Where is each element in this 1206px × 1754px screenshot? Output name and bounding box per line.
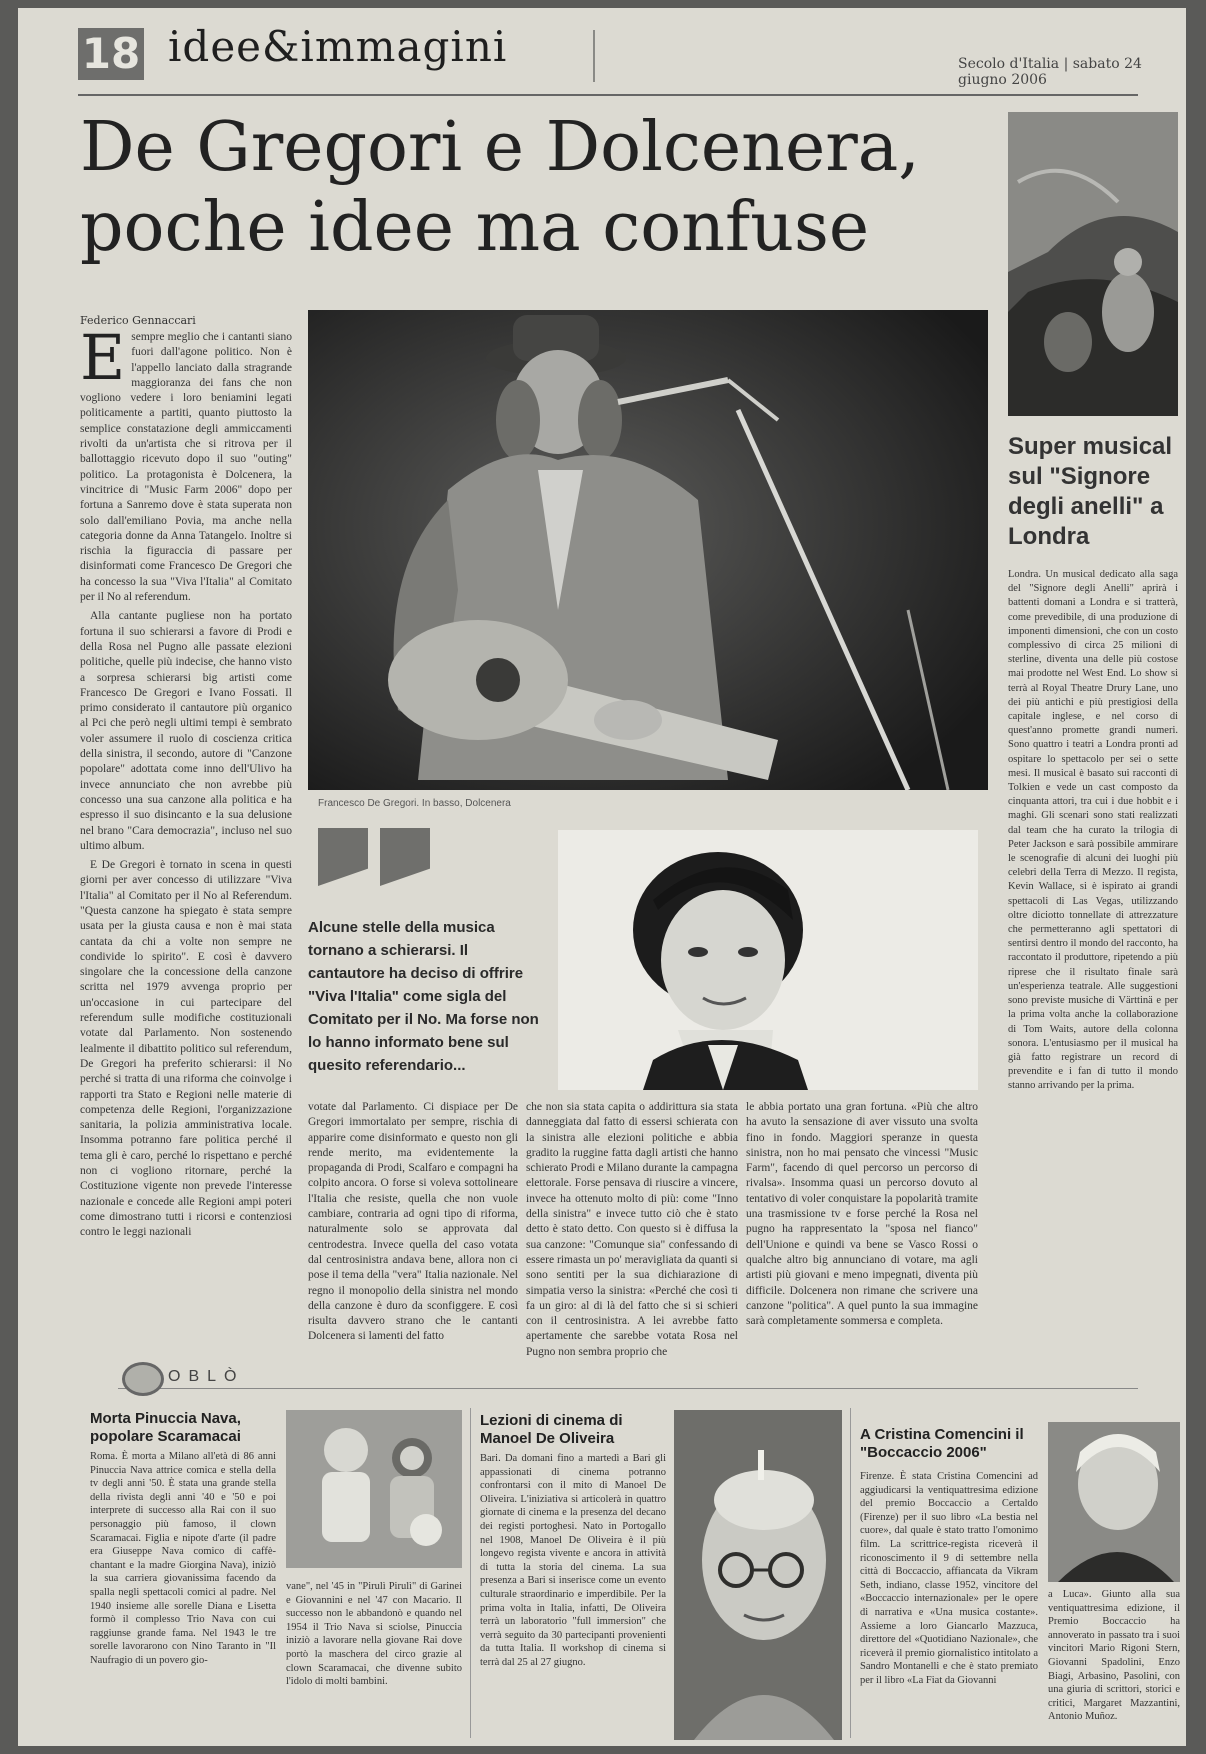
- porthole-icon: [122, 1362, 164, 1396]
- oblo-section-label: OBLÒ: [168, 1368, 245, 1385]
- section-title: idee&immagini: [168, 22, 508, 71]
- photo-cristina-comencini: [1048, 1422, 1180, 1582]
- concert-photo-image: [308, 310, 988, 790]
- article-paragraph: Alla cantante pugliese non ha portato fortuna il suo schierarsi a favore di Prodi e della Rosa nel Pugno alle passate elezioni politiche, quelle più indecise, che hanno visto a sorpresa schierarsi big artisti come Francesco De Gregori e Ivano Fossati. Il primo considerato il cantautore più organico al Pci che però negli ultimi tempi è sembrato voler assumere il ruolo di coscienza critica della sinistra, il secondo, autore di "Canzone popolare" adottata come inno dell'Ulivo ha invece annunciato che non avrebbe più concesso una sua canzone alla politica e ha espresso il suo disincanto e la sua delusione nel brano "Cara democrazia", incluso nel suo ultimo album.: [80, 610, 292, 852]
- brief-text-nava: Roma. È morta a Milano all'età di 86 anni Pinuccia Nava attrice comica e stella della tv degli anni '50. È stata una grande stella della rivista degli anni '40 e '50 e poi interprete di successo alla Rai con il suo personaggio più famoso, il clown Scaramacai. Figlia e nipote d'arte (il padre era Giuseppe Nava comico di caffè-chantant e la madre Giorgina Nava), iniziò la sua carriera giovanissima facendo da spalla negli spettacoli comici al padre. Nel 1940 insieme alle sorelle Diana e Lisetta formò il complesso Trio Nava con cui raggiunse grande fama. Nel 1943 le tre sorelle lavorarono con Nino Taranto in "Il Naufragio di un povero gio-: [90, 1451, 276, 1666]
- headline-line-1: De Gregori e Dolcenera,: [80, 108, 920, 187]
- header-divider: [593, 30, 595, 82]
- photo-pinuccia-nava: [286, 1410, 462, 1568]
- photo-de-gregori: [308, 310, 988, 790]
- nava-photo-image: [286, 1410, 462, 1568]
- photo-lord-of-the-rings: [1008, 112, 1178, 416]
- brief-title-comencini: A Cristina Comencini il "Boccaccio 2006": [860, 1426, 1024, 1461]
- article-headline: [80, 108, 1010, 268]
- oblo-rule: [118, 1366, 1138, 1389]
- article-paragraph: sempre meglio che i cantanti siano fuori dall'agone politico. Non è l'appello lanciato dalla stragrande maggioranza dei fans che non vogliono vedere i loro beniamini legati politicamente a partiti, quanto piuttosto la semplice constatazione degli ammiccamenti rivolti da un'artista che si ritrova per il ballottaggio ricevuto dopo il suo "outing" politico. La protagonista è Dolcenera, la vincitrice di "Music Farm 2006" dopo per fortuna a Sanremo dove è stata superata non solo dall'emiliano Povia, ma anche nella categoria donne da Anna Tatangelo. Inoltre si rischia la figuraccia di passare per disinformati come Francesco De Gregori che ha concesso la sua "Viva l'Italia" al Comitato per il No al referendum.: [80, 331, 292, 604]
- sidebar-body: Londra. Un musical dedicato alla saga del "Signore degli Anelli" aprirà i battenti domani a Londra e si tratterà, come prevedibile, di una produzione di imponenti dimensioni, che con un costo complessivo di circa 25 milioni di sterline, diventa una delle più costose mai prodotte nel West End. Lo show si terrà al Royal Theatre Drury Lane, uno dei più antichi e più prestigiosi della capitale inglese, e nel corso di quest'anno promette grandi numeri. Sono quattro i teatri a Londra pronti ad ospitare lo spettacolo per sei o sette mesi. Il musical è basato sui racconti di Tolkien e vede un cast composto da cinquanta attori, tra cui i due hobbit e i maghi. Gli scenari sono stati realizzati dal team che ha curato la trilogia di Peter Jackson e sarà possibile ammirare le scenografie di alcuni dei luoghi più celebri della Terra di Mezzo. Il regista, Kevin Wallace, si è ispirato ai grandi spettacoli di Las Vegas, utilizzando oltre diciotto tonnellate di attrezzature che permetteranno agli spettatori di sentirsi dentro il mondo del racconto, ha raccontato il produttore, ripetendo a più riprese che il risultato finale sarà un'esperienza teatrale. Alle suggestioni sono previste musiche di Värttinä e per la prima volta anche la collaborazione di Tom Waits, autore della colonna sonora. L'entusiasmo per il musical ha già fatto registrare un record di prevendite e i fan di tutto il mondo stanno arrivando per la prima.: [1008, 569, 1178, 1092]
- article-column-2: votate dal Parlamento. Ci dispiace per De Gregori immortalato per sempre, rischia di apparire come disinformato e questo non gli rende merito, ma evidentemente la propaganda di Prodi, Scalfaro e compagni ha colpito ancora. O forse si voleva sottolineare l'Italia che resiste, quella che non vuole cambiare, contraria ad ogni tipo di riforma, naturalmente solo se approvata dal centrodestra. Invece quella del caso votata dal centrosinistra andava bene, allora non ci pose il tema della "vera" Italia nazionale. Nel regno il monopolio della sinistra nel mondo della canzone è duro da sconfiggere. E così risulta davvero strano che le cantanti Dolcenera si lamenti del fatto: [308, 1101, 518, 1343]
- byline: Federico Gennaccari: [80, 314, 196, 327]
- photo-manoel-de-oliveira: [674, 1410, 842, 1740]
- photo-caption: Francesco De Gregori. In basso, Dolcenera: [318, 798, 511, 809]
- brief-divider: [850, 1408, 851, 1738]
- newspaper-dateline: Secolo d'Italia | sabato 24 giugno 2006: [958, 56, 1142, 88]
- brief-title-nava: Morta Pinuccia Nava, popolare Scaramacai: [90, 1410, 241, 1445]
- musical-photo-image: [1008, 112, 1178, 416]
- sidebar-headline: Super musical sul "Signore degli anelli" a Londra: [1008, 433, 1173, 550]
- brief-text-comencini-cont: a Luca». Giunto alla sua ventiquattresima edizione, il Premio Boccaccio ha annoverato in passato tra i suoi vincitori Mario Rigoni Stern, Giovanni Spadolini, Enzo Biagi, Arbasino, Pasolini, con una giuria di scrittori, storici e critici, Margaret Mazzantini, Antonio Muñoz.: [1048, 1589, 1180, 1723]
- oliveira-photo-image: [674, 1410, 842, 1740]
- photo-dolcenera: [558, 830, 978, 1090]
- article-paragraph: E De Gregori è tornato in scena in questi giorni per aver concesso di utilizzare "Viva l'Italia" al Comitato per il No al Referendum. "Questa canzone ha spiegato è stata sempre usata per la giusta causa e non è mai stata cantata da chi a volte non sempre ne condivide lo spirito". E così è davvero singolare che la concessione della canzone scritta nel 1979 avvenga proprio per un'occasione in cui partecipare del referendum sulle modifiche costituzionali votate dal Parlamento. Non sostenendo lealmente il dibattito politico sul referendum, De Gregori ha preferito schierarsi: il No perché si tratta di una riforma che coinvolge i rapporti tra Stato e Regioni nelle materie di competenza delle Regioni, l'organizzazione sanitaria, la polizia amministrativa locale. Insomma potranno fare politica perché il tema gli è caro, perché lo rispettano e perché non ci vogliono ritornare, perché la Costituzione vigente non prevede l'interesse nazionale e concede alle Regioni ampi poteri come dimostrano tutti i ricorsi e contenziosi contro le leggi nazionali: [80, 859, 292, 1239]
- quote-mark-icon: [380, 828, 430, 886]
- headline-line-2: poche idee ma confuse: [80, 188, 870, 267]
- brief-text-comencini: Firenze. È stata Cristina Comencini ad aggiudicarsi la ventiquattresima edizione del premio Boccaccio a Certaldo (Firenze) per il suo libro «La bestia nel cuore», dal quale è stato tratto l'omonimo film. La scrittrice-regista riceverà il riconoscimento il 9 di settembre nella città di Boccaccio, affiancata da Vikram Seth, indiano, classe 1952, vincitore del «Boccaccio internazionale» per le opere di narrativa e «Una musica costante». Assieme a loro Giancarlo Mazzuca, direttore del «Quotidiano Nazionale», che riceverà il premio giornalistico intitolato a Sandro Montanelli e che è stato premiato per il libro «La Fiat da Giovanni: [860, 1471, 1038, 1686]
- article-column-4: le abbia portato una gran fortuna. «Più che altro ha avuto la sensazione di aver vissuto una svolta fino in fondo. Maggiori speranze in questa sinistra, non ho mai pensato che vincessi "Music Farm", facendo di quel percorso un percorso di rivalsa». Insomma quasi un percorso dovuto al tentativo di voler conquistare la popolarità tramite una trasmissione tv e forse perché la Rosa nel pugno ha rappresentato la "sposa nel fianco" dell'Unione e quindi va bene se Vasco Rossi o qualche altro big annunciano di votare, ma agli artisti più giovani e meno impegnati, diventa più difficile. Dolcenera non rimane che scrivere una canzone "politica". A quel punto la sua immagine sarà completamente sommersa e completa.: [746, 1101, 978, 1328]
- page-number: 18: [78, 28, 144, 80]
- brief-text-oliveira: Bari. Da domani fino a martedì a Bari gli appassionati di cinema potranno confrontarsi con il mito di Manoel De Oliveira. L'iniziativa si articolerà in quattro giornate di cinema e la presenza del decano dei registi portoghesi. Nato in Portogallo nel 1908, Manoel De Oliveira è il più longevo regista vivente e ancora in attività di tutta la storia del cinema. La sua presenza a Bari si inserisce come un evento culturale straordinario e imperdibile. Per la prima volta in Italia, infatti, De Oliveira terrà un laboratorio "full immersion" che verrà seguito da 30 partecipanti provenienti da tutta Italia. Il workshop di cinema si terrà dal 25 al 27 giugno.: [480, 1453, 666, 1668]
- quote-mark-icon: [318, 828, 368, 886]
- drop-cap: E: [80, 330, 126, 394]
- brief-title-oliveira: Lezioni di cinema di Manoel De Oliveira: [480, 1412, 623, 1447]
- dolcenera-photo-image: [558, 830, 978, 1090]
- brief-text-nava-cont: vane", nel '45 in "Pirulì Pirulì" di Garinei e Giovannini e nel '47 con Macario. Il successo non le abbandonò e quando nel 1954 il Trio Nava si sciolse, Pinuccia iniziò a lavorare nella giovane Rai dove portò la maschera del circo grazie al clown Scaramacai, che divenne subito l'idolo di molti bambini.: [286, 1581, 462, 1688]
- article-column-1: [80, 330, 292, 1360]
- brief-divider: [470, 1408, 471, 1738]
- pull-quote: Alcune stelle della musica tornano a schierarsi. Il cantautore ha deciso di offrire "Viva l'Italia" come sigla del Comitato per il No. Ma forse non lo hanno informato bene sul quesito referendario...: [308, 919, 539, 1074]
- article-column-3: che non sia stata capita o addirittura sia stata danneggiata dal fatto di essersi schierata con la sinistra alle elezioni politiche e abbia gradito la ruggine fatta dagli artisti che hanno schierato Prodi e Milano durante la campagna elettorale. Forse pensava di riuscire a vincere, invece ha ottenuto molto di più: come "Inno della sinistra" e invece tutto ciò che è stato detto è stato detto. Con questo si è diffusa la sua canzone: "Comunque sia" confessando di essere rimasta un po' meravigliata da quanti si sono sentiti per la sua dichiarazione di simpatia verso la sinistra: «Perché che così ti fa un giro: al di là del fatto che si si schieri con il centrosinistra. A lei avrebbe fatto apertamente che sarebbe votata Rosa nel Pugno non sembra proprio che: [526, 1101, 738, 1358]
- newspaper-page: [18, 8, 1186, 1746]
- comencini-photo-image: [1048, 1422, 1180, 1582]
- top-rule: [78, 94, 1138, 96]
